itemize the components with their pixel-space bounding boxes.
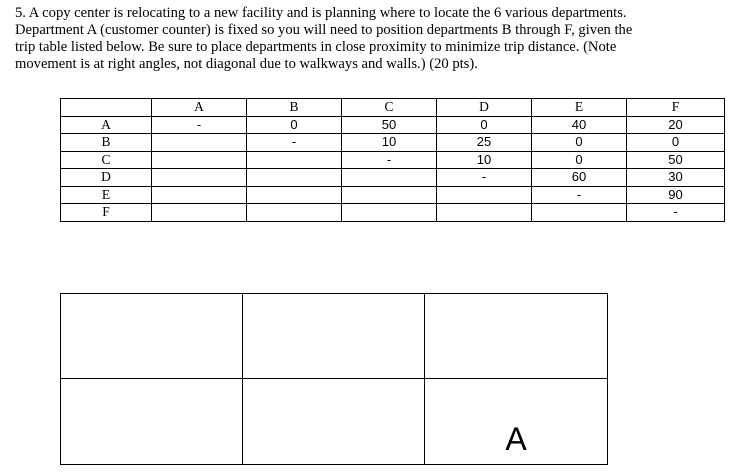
table-cell: 20	[627, 116, 725, 134]
question-line: trip table listed below. Be sure to place departments in close proximity to minimize trip distance. (Note	[15, 39, 617, 55]
trip-table-corner	[61, 99, 152, 117]
table-cell: 90	[627, 186, 725, 204]
question-line: 5. A copy center is relocating to a new facility and is planning where to locate the 6 various departments.	[15, 5, 627, 21]
trip-table-header-row	[61, 99, 725, 117]
layout-cell[interactable]	[425, 294, 607, 379]
column-header-c: C	[342, 99, 437, 117]
table-cell: 50	[342, 116, 437, 134]
table-cell: 0	[532, 134, 627, 152]
trip-table	[60, 98, 725, 222]
table-row	[61, 186, 725, 204]
table-cell	[437, 186, 532, 204]
column-header-e: E	[532, 99, 627, 117]
table-cell	[437, 204, 532, 222]
row-header-d: D	[61, 169, 152, 187]
table-cell	[152, 204, 247, 222]
table-cell	[342, 169, 437, 187]
table-cell: 50	[627, 151, 725, 169]
table-row	[61, 116, 725, 134]
row-header-a: A	[61, 116, 152, 134]
table-cell	[342, 204, 437, 222]
table-cell	[247, 169, 342, 187]
table-cell: -	[152, 116, 247, 134]
table-row	[61, 134, 725, 152]
column-header-b: B	[247, 99, 342, 117]
table-cell: -	[532, 186, 627, 204]
row-header-c: C	[61, 151, 152, 169]
table-row	[61, 169, 725, 187]
question-line: movement is at right angles, not diagonal due to walkways and walls.) (20 pts).	[15, 56, 478, 72]
table-row	[61, 204, 725, 222]
table-cell: 0	[627, 134, 725, 152]
table-cell: 25	[437, 134, 532, 152]
table-cell	[247, 204, 342, 222]
table-cell: 30	[627, 169, 725, 187]
table-cell: 0	[247, 116, 342, 134]
row-header-f: F	[61, 204, 152, 222]
table-cell	[152, 151, 247, 169]
question-text	[15, 5, 737, 73]
table-cell: 40	[532, 116, 627, 134]
row-header-b: B	[61, 134, 152, 152]
table-cell: 10	[342, 134, 437, 152]
column-header-a: A	[152, 99, 247, 117]
layout-cell[interactable]	[243, 294, 425, 379]
table-cell: -	[627, 204, 725, 222]
table-cell: 0	[437, 116, 532, 134]
table-row	[61, 151, 725, 169]
layout-cell-department-a	[425, 379, 607, 464]
table-cell	[152, 186, 247, 204]
table-cell: 60	[532, 169, 627, 187]
table-cell: 10	[437, 151, 532, 169]
table-cell	[247, 186, 342, 204]
column-header-f: F	[627, 99, 725, 117]
table-cell: -	[437, 169, 532, 187]
table-cell	[342, 186, 437, 204]
department-layout-grid	[60, 293, 608, 465]
layout-cell[interactable]	[243, 379, 425, 464]
table-cell: -	[342, 151, 437, 169]
layout-cell[interactable]	[61, 294, 243, 379]
department-a-label: A	[505, 421, 527, 457]
table-cell	[152, 169, 247, 187]
table-cell: 0	[532, 151, 627, 169]
layout-cell[interactable]	[61, 379, 243, 464]
table-cell	[247, 151, 342, 169]
row-header-e: E	[61, 186, 152, 204]
table-cell	[152, 134, 247, 152]
question-line: Department A (customer counter) is fixed so you will need to position departments B through F, given the	[15, 22, 633, 38]
column-header-d: D	[437, 99, 532, 117]
table-cell: -	[247, 134, 342, 152]
table-cell	[532, 204, 627, 222]
